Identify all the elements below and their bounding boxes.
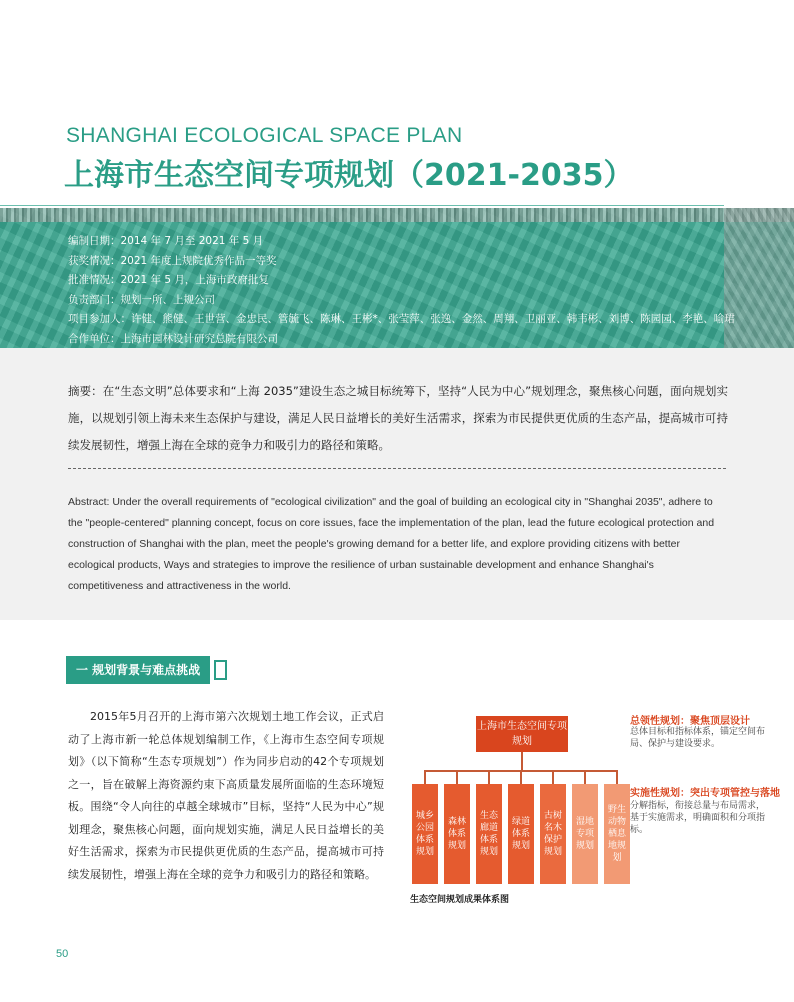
page-title: 上海市生态空间专项规划（2021-2035）	[64, 158, 634, 193]
note-implement-body: 分解指标，衔接总量与布局需求，基于实施需求，明确面积和分项指标。	[630, 801, 766, 835]
aerial-texture	[0, 208, 794, 222]
note-implement-title: 实施性规划：突出专项管控与落地	[630, 788, 780, 799]
diagram-connector-drop-5	[552, 770, 554, 784]
note-overall-body: 总体目标和指标体系，锚定空间布局、保护与建设要求。	[630, 727, 766, 749]
section-body: 2015年5月召开的上海市第六次规划土地工作会议，正式启动了上海市新一轮总体规划编制工作，《上海市生态空间专项规划》（以下简称“生态专项规划”）作为同步启动的42个专项规划之一，旨在破解上海资源约束下高质量发展所面临的生态环境短板。围绕“令人向往的卓越全球城市”目标，坚持“人民为中心”规划理念，聚焦核心问题，面向规划实施，满足人民日益增长的美好生活需求，探索为市民提供更优质的生态产品，提高城市可持续发展韧性，增强上海在全球的竞争力和吸引力的路径和策略。	[68, 710, 384, 881]
diagram-connector-drop-1	[424, 770, 426, 784]
section-marker-icon	[214, 660, 227, 680]
diagram-connector-drop-7	[616, 770, 618, 784]
note-overall-title: 总领性规划：聚焦顶层设计	[630, 716, 750, 727]
diagram-box-wetland: 湿地专项规划	[572, 784, 598, 884]
section-heading: 一 规划背景与难点挑战	[66, 656, 210, 684]
diagram-box-forest: 森林体系规划	[444, 784, 470, 884]
plan-system-diagram	[406, 712, 780, 912]
diagram-box-old-trees: 古树名木保护规划	[540, 784, 566, 884]
diagram-box-wildlife: 野生动物栖息地规划	[604, 784, 630, 884]
info-partner: 合作单位：上海市园林设计研究总院有限公司	[68, 332, 278, 345]
page-number: 50	[56, 948, 69, 960]
abstract-en: Abstract: Under the overall requirements of "ecological civilization" and the goal of building an ecological city in "Shanghai 2035", adhere to the "people-centered" planning concept, focus on core issues, face the implementation of the plan, lead the future ecological protection and construction of Shanghai with the plan, meet the people's growing demand for a better life, and explore providing citizens with better ecological products, Ways and strategies to improve the resilience of urban sustainable development and enhance Shanghai's competitiveness and attractiveness in the world.	[68, 496, 715, 592]
section-header	[66, 656, 227, 684]
project-info-band	[0, 208, 794, 348]
info-approval: 批准情况：2021 年 5 月，上海市政府批复	[68, 274, 269, 286]
abstract-cn: 摘要：在“生态文明”总体要求和“上海 2035”建设生态之城目标统筹下，坚持“人民为中心”规划理念，聚焦核心问题，面向规划实施，以规划引领上海未来生态保护与建设，满足人民日益增长的美好生活需求，探索为市民提供更优质的生态产品，提高城市可持续发展韧性，增强上海在全球的竞争力和吸引力的路径和策略。	[68, 384, 728, 452]
project-info-list	[68, 232, 735, 348]
diagram-connector-drop-4	[520, 770, 522, 784]
diagram-connector-vertical	[521, 752, 523, 770]
diagram-connector-drop-6	[584, 770, 586, 784]
abstract-divider	[68, 468, 726, 469]
title-rule	[0, 205, 724, 206]
diagram-connector-drop-2	[456, 770, 458, 784]
diagram-box-greenway: 绿道体系规划	[508, 784, 534, 884]
diagram-caption: 生态空间规划成果体系图	[410, 895, 510, 905]
subtitle-en: SHANGHAI ECOLOGICAL SPACE PLAN	[66, 124, 463, 147]
diagram-connector-drop-3	[488, 770, 490, 784]
info-participants: 项目参加人：许健、熊健、王世营、金忠民、管毓飞、陈琳、王彬*、张莹萍、张逸、金然、周翔、卫丽亚、韩韦彬、刘博、陈园园、李艳、喻珺	[68, 313, 735, 325]
info-date: 编制日期：2014 年 7 月至 2021 年 5 月	[68, 235, 264, 247]
info-department: 负责部门：规划一所、上规公司	[68, 293, 215, 306]
info-award: 获奖情况：2021 年度上规院优秀作品一等奖	[68, 254, 277, 267]
diagram-top-box: 上海市生态空间专项规划	[476, 716, 568, 752]
diagram-box-corridor: 生态廊道体系规划	[476, 784, 502, 884]
diagram-box-parks: 城乡公园体系规划	[412, 784, 438, 884]
